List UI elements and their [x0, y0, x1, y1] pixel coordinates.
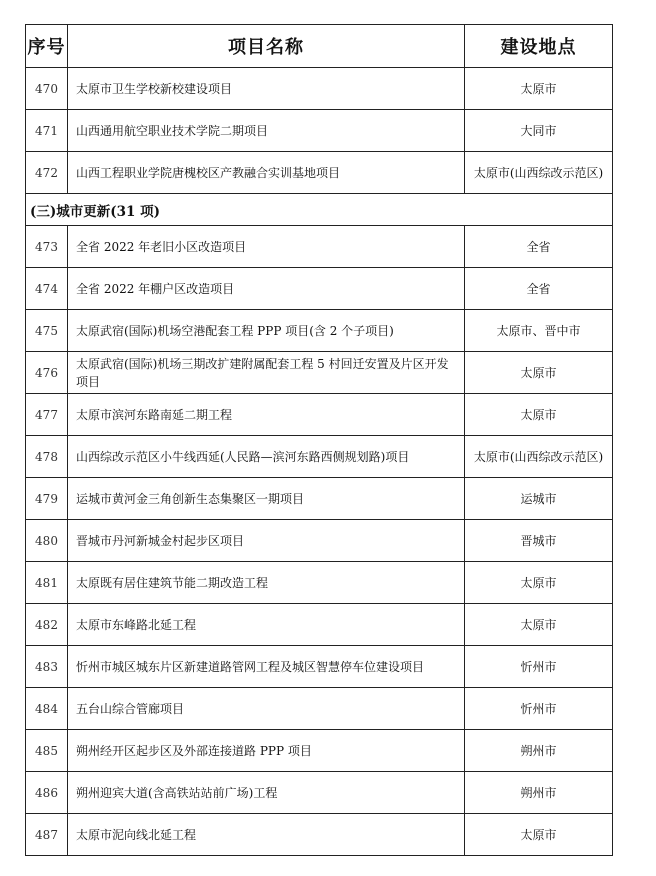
project-name: 朔州迎宾大道(含高铁站站前广场)工程 — [68, 772, 465, 814]
header-no: 序号 — [26, 25, 68, 68]
project-name: 忻州市城区城东片区新建道路管网工程及城区智慧停车位建设项目 — [68, 646, 465, 688]
row-number: 485 — [26, 730, 68, 772]
table-row — [26, 604, 613, 646]
table-row — [26, 268, 613, 310]
row-number: 478 — [26, 436, 68, 478]
project-name: 全省 2022 年棚户区改造项目 — [68, 268, 465, 310]
row-number: 472 — [26, 152, 68, 194]
project-location: 全省 — [465, 226, 613, 268]
project-name: 太原市滨河东路南延二期工程 — [68, 394, 465, 436]
project-name: 山西综改示范区小牛线西延(人民路—滨河东路西侧规划路)项目 — [68, 436, 465, 478]
table-header — [26, 25, 613, 68]
project-name: 太原市泥向线北延工程 — [68, 814, 465, 856]
section-row — [26, 194, 613, 226]
project-location: 全省 — [465, 268, 613, 310]
project-table — [25, 24, 613, 856]
header-name: 项目名称 — [68, 25, 465, 68]
row-number: 479 — [26, 478, 68, 520]
table-row — [26, 562, 613, 604]
project-name: 山西通用航空职业技术学院二期项目 — [68, 110, 465, 152]
table-row — [26, 772, 613, 814]
table-row — [26, 646, 613, 688]
table-row — [26, 394, 613, 436]
project-name: 晋城市丹河新城金村起步区项目 — [68, 520, 465, 562]
table-row — [26, 478, 613, 520]
project-name: 太原武宿(国际)机场三期改扩建附属配套工程 5 村回迁安置及片区开发项目 — [68, 352, 465, 394]
project-location: 太原市、晋中市 — [465, 310, 613, 352]
project-name: 五台山综合管廊项目 — [68, 688, 465, 730]
table-row — [26, 68, 613, 110]
table-row — [26, 730, 613, 772]
project-location: 忻州市 — [465, 688, 613, 730]
project-location: 太原市 — [465, 394, 613, 436]
table-row — [26, 152, 613, 194]
project-location: 太原市(山西综改示范区) — [465, 152, 613, 194]
table-row — [26, 436, 613, 478]
table-row — [26, 310, 613, 352]
project-name: 朔州经开区起步区及外部连接道路 PPP 项目 — [68, 730, 465, 772]
project-name: 太原既有居住建筑节能二期改造工程 — [68, 562, 465, 604]
row-number: 475 — [26, 310, 68, 352]
project-location: 太原市 — [465, 68, 613, 110]
project-name: 全省 2022 年老旧小区改造项目 — [68, 226, 465, 268]
project-location: 太原市(山西综改示范区) — [465, 436, 613, 478]
project-location: 太原市 — [465, 562, 613, 604]
table-row — [26, 814, 613, 856]
section-title: (三)城市更新(31 项) — [26, 194, 613, 226]
row-number: 470 — [26, 68, 68, 110]
project-name: 太原市卫生学校新校建设项目 — [68, 68, 465, 110]
project-location: 太原市 — [465, 814, 613, 856]
project-location: 忻州市 — [465, 646, 613, 688]
row-number: 474 — [26, 268, 68, 310]
project-location: 朔州市 — [465, 730, 613, 772]
project-location: 太原市 — [465, 352, 613, 394]
project-name: 太原武宿(国际)机场空港配套工程 PPP 项目(含 2 个子项目) — [68, 310, 465, 352]
project-name: 太原市东峰路北延工程 — [68, 604, 465, 646]
row-number: 486 — [26, 772, 68, 814]
table-row — [26, 226, 613, 268]
table-row — [26, 520, 613, 562]
project-location: 太原市 — [465, 604, 613, 646]
table-row — [26, 688, 613, 730]
row-number: 473 — [26, 226, 68, 268]
row-number: 480 — [26, 520, 68, 562]
table-row — [26, 110, 613, 152]
row-number: 471 — [26, 110, 68, 152]
project-location: 运城市 — [465, 478, 613, 520]
row-number: 483 — [26, 646, 68, 688]
row-number: 482 — [26, 604, 68, 646]
row-number: 481 — [26, 562, 68, 604]
row-number: 484 — [26, 688, 68, 730]
project-name: 运城市黄河金三角创新生态集聚区一期项目 — [68, 478, 465, 520]
project-location: 朔州市 — [465, 772, 613, 814]
project-location: 晋城市 — [465, 520, 613, 562]
row-number: 477 — [26, 394, 68, 436]
row-number: 476 — [26, 352, 68, 394]
project-name: 山西工程职业学院唐槐校区产教融合实训基地项目 — [68, 152, 465, 194]
header-location: 建设地点 — [465, 25, 613, 68]
table-row — [26, 352, 613, 394]
row-number: 487 — [26, 814, 68, 856]
project-location: 大同市 — [465, 110, 613, 152]
